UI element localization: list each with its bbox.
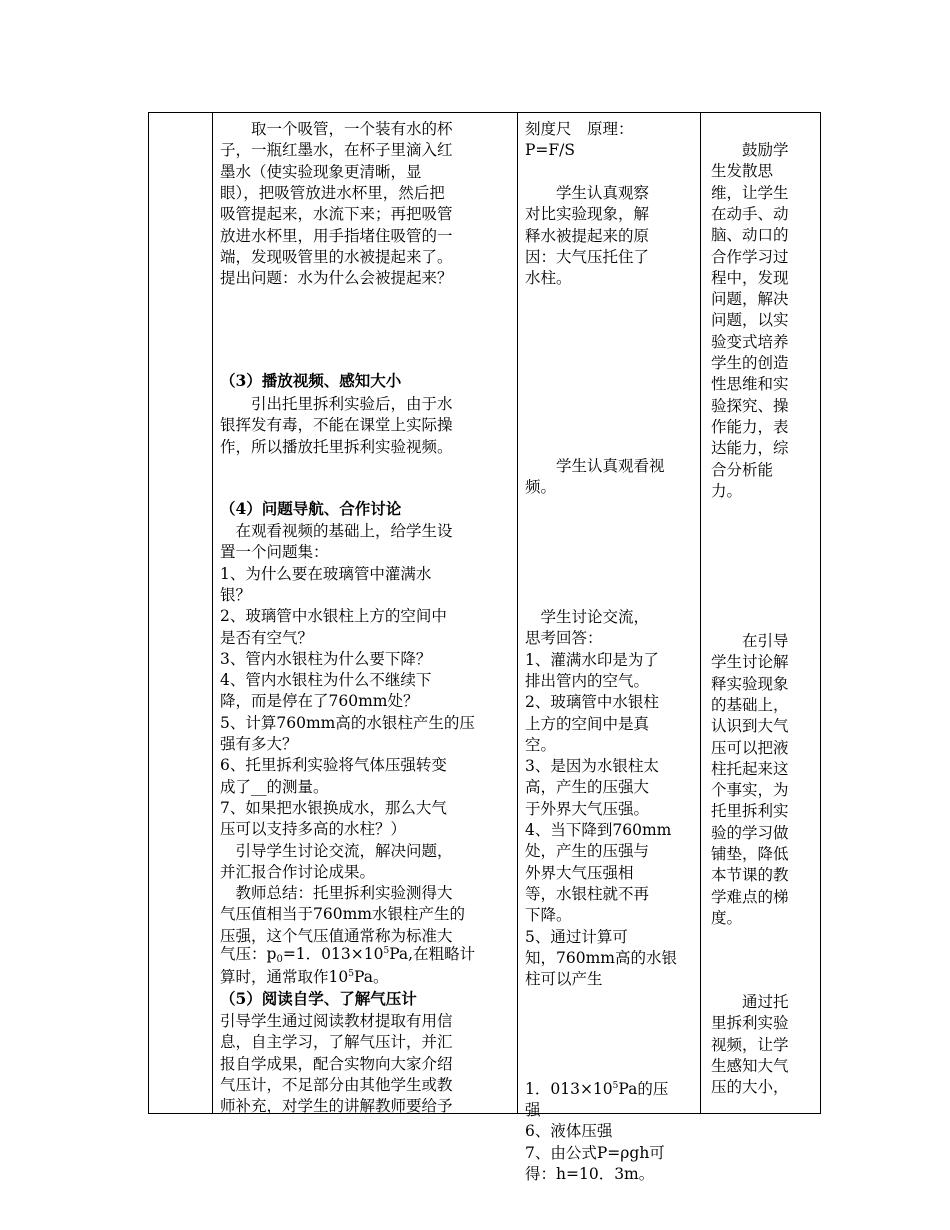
text-line: 强 (525, 1101, 541, 1119)
text-line: 在引导 (711, 632, 789, 650)
text-line: 2、玻璃管中水银柱上方的空间中 (220, 607, 447, 626)
text-line: 压的大小， (711, 1078, 789, 1097)
text-line: 里拆利实验 (711, 1014, 789, 1033)
text-line: 眼），把吸管放进水杯里，然后把 (220, 183, 445, 202)
text-line: 压可以把液 (711, 738, 789, 757)
text-line: 1、为什么要在玻璃管中灌满水 (220, 564, 432, 583)
text-line: 2、玻璃管中水银柱 (525, 693, 659, 712)
text-line: 5、计算760mm高的水银柱产生的压 (220, 713, 475, 732)
text-line: 提出问题：水为什么会被提起来？ (220, 269, 453, 288)
text-line: 维，让学生 (711, 183, 789, 202)
text-line: 合分析能 (711, 460, 774, 479)
text-line: 于外界大气压强。 (525, 799, 650, 818)
text-line: 思考回答： (525, 629, 603, 648)
design-intent-cell (711, 113, 819, 1113)
text-line: P=F/S (525, 141, 576, 160)
text-line: 子，一瓶红墨水，在杯子里滴入红 (220, 141, 453, 160)
text-line: 置一个问题集： (220, 543, 329, 562)
text-line: 等，水银柱就不再 (525, 884, 650, 903)
text-line: 银？ (220, 585, 252, 604)
text-line: 学生的创造 (711, 354, 789, 372)
column-divider-2 (517, 113, 518, 1113)
text-line: 4、管内水银柱为什么不继续下 (220, 671, 432, 690)
text-line: 教师总结：托里拆利实验测得大 (220, 884, 453, 903)
text-line: 在动手、动 (711, 204, 789, 223)
text-line: 柱托起来这 (711, 759, 789, 778)
text-line: 鼓励学 (711, 141, 789, 159)
text-line: 成了__的测量。 (220, 777, 329, 796)
heading-reading-barometer: （5）阅读自学、了解气压计 (220, 989, 417, 1008)
text-line: 认识到大气 (711, 717, 789, 736)
text-line: 5、通过计算可 (525, 927, 628, 946)
text-line: 合作学习过 (711, 247, 789, 266)
text-line: 程中，发现 (711, 268, 789, 287)
text-line: 托里拆利实 (711, 802, 789, 821)
pressure-result-line: 1．$013\times 10^5Pa$的压 (525, 1080, 669, 1098)
text-line: 6、托里拆利实验将气体压强转变 (220, 756, 447, 775)
text-line: 端，发现吸管里的水被提起来了。 (220, 247, 453, 266)
heading-problem-guide: （4）问题导航、合作讨论 (220, 499, 402, 518)
text-line: 脑、动口的 (711, 226, 789, 245)
text-line: 取一个吸管，一个装有水的杯 (220, 120, 453, 138)
text-line: 度。 (711, 908, 743, 927)
text-line: 排出管内的空气。 (525, 671, 650, 690)
text-line: 下降。 (525, 906, 572, 925)
text-line: 刻度尺 原理： (525, 120, 634, 138)
approx-pressure-line: 算时，通常取作$10^5Pa$。 (220, 968, 389, 986)
text-line: 水柱。 (525, 269, 572, 288)
text-line: 视频，让学 (711, 1035, 789, 1054)
text-line: 的基础上， (711, 695, 789, 714)
text-line: 频。 (525, 478, 557, 497)
teacher-activity-cell (220, 113, 516, 1116)
text-line: 柱可以产生 (525, 970, 603, 989)
text-line: 学生讨论交流， (525, 608, 650, 626)
column-divider-1 (212, 113, 213, 1113)
text-line: 强有多大？ (220, 735, 298, 753)
standard-pressure-line: 气压：$p_0=1$．$013\times 10^5Pa$,在粗略计 (220, 945, 476, 965)
text-line: 个事实，为 (711, 781, 789, 800)
text-line: 是否有空气？ (220, 628, 314, 647)
text-line: 压可以支持多高的水柱？） (220, 820, 407, 839)
text-line: 高，产生的压强大 (525, 778, 650, 797)
text-line: 息，自主学习，了解气压计，并汇 (220, 1033, 453, 1052)
text-line: 作，所以播放托里拆利实验视频。 (220, 437, 453, 456)
text-line: 知，760mm高的水银 (525, 948, 677, 967)
text-line: 3、是因为水银柱太 (525, 757, 659, 776)
lesson-plan-table (148, 112, 821, 1183)
text-line: 性思维和实 (711, 375, 789, 394)
text-line: 对比实验现象，解 (525, 205, 650, 224)
text-line: 作能力，表 (711, 417, 789, 436)
text-line: 吸管提起来，水流下来；再把吸管 (220, 205, 453, 224)
text-line: 在观看视频的基础上，给学生设 (220, 522, 453, 540)
text-line: 气压计，不足部分由其他学生或教 (220, 1075, 453, 1094)
stage-column-cell (149, 113, 211, 1113)
text-line: 学难点的梯 (711, 887, 789, 906)
student-activity-cell (525, 113, 699, 1183)
text-line: 银挥发有毒，不能在课堂上实际操 (220, 416, 453, 435)
text-line: 1、灌满水印是为了 (525, 650, 659, 669)
text-line: 上方的空间中是真 (525, 714, 650, 733)
text-line: 生发散思 (711, 162, 774, 181)
text-line: 验变式培养 (711, 332, 789, 351)
text-line: 学生讨论解 (711, 653, 789, 672)
text-line: 达能力，综 (711, 439, 789, 458)
text-line: 6、液体压强 (525, 1122, 613, 1141)
text-line: 外界大气压强相 (525, 863, 634, 882)
text-line: 因：大气压托住了 (525, 247, 650, 266)
text-line: 放进水杯里，用手指堵住吸管的一 (220, 226, 453, 245)
text-line: 空。 (525, 735, 557, 754)
text-line: 师补充，对学生的讲解教师要给予 (220, 1097, 453, 1116)
text-line: 验探究、操 (711, 396, 789, 415)
text-line: 生感知大气 (711, 1056, 789, 1075)
text-line: 处，产生的压强与 (525, 842, 650, 861)
text-line: 验的学习做 (711, 823, 789, 842)
text-line: 学生认真观看视 (525, 457, 665, 475)
text-line: 7、如果把水银换成水，那么大气 (220, 798, 447, 817)
text-line: 气压值相当于760mm水银柱产生的 (220, 905, 465, 924)
text-line: 3、管内水银柱为什么要下降？ (220, 649, 432, 668)
column-divider-3 (700, 113, 701, 1113)
text-line: 引出托里拆利实验后，由于水 (220, 395, 453, 413)
text-line: 4、当下降到760mm (525, 821, 672, 839)
text-line: 得：h=10．3m。 (525, 1164, 655, 1183)
text-line: 通过托 (711, 993, 789, 1011)
text-line: 引导学生通过阅读教材提取有用信 (220, 1012, 453, 1030)
text-line: 问题，解决 (711, 290, 789, 309)
text-line: 问题，以实 (711, 311, 789, 330)
text-line: 学生认真观察 (525, 184, 650, 202)
text-line: 本节课的教 (711, 866, 789, 885)
text-line: 压强，这个气压值通常称为标准大 (220, 926, 453, 945)
text-line: 并汇报合作讨论成果。 (220, 862, 376, 881)
text-line: 释水被提起来的原 (525, 226, 650, 245)
text-line: 释实验现象 (711, 674, 789, 693)
text-line: 7、由公式P=ρgh可 (525, 1143, 665, 1162)
text-line: 报自学成果，配合实物向大家介绍 (220, 1054, 453, 1073)
text-line: 降，而是停在了760mm处？ (220, 692, 419, 711)
text-line: 铺垫，降低 (711, 845, 789, 863)
heading-play-video: （3）播放视频、感知大小 (220, 371, 402, 390)
text-line: 引导学生讨论交流，解决问题， (220, 841, 453, 860)
text-line: 力。 (711, 481, 743, 500)
text-line: 墨水（使实验现象更清晰，显 (220, 162, 422, 181)
